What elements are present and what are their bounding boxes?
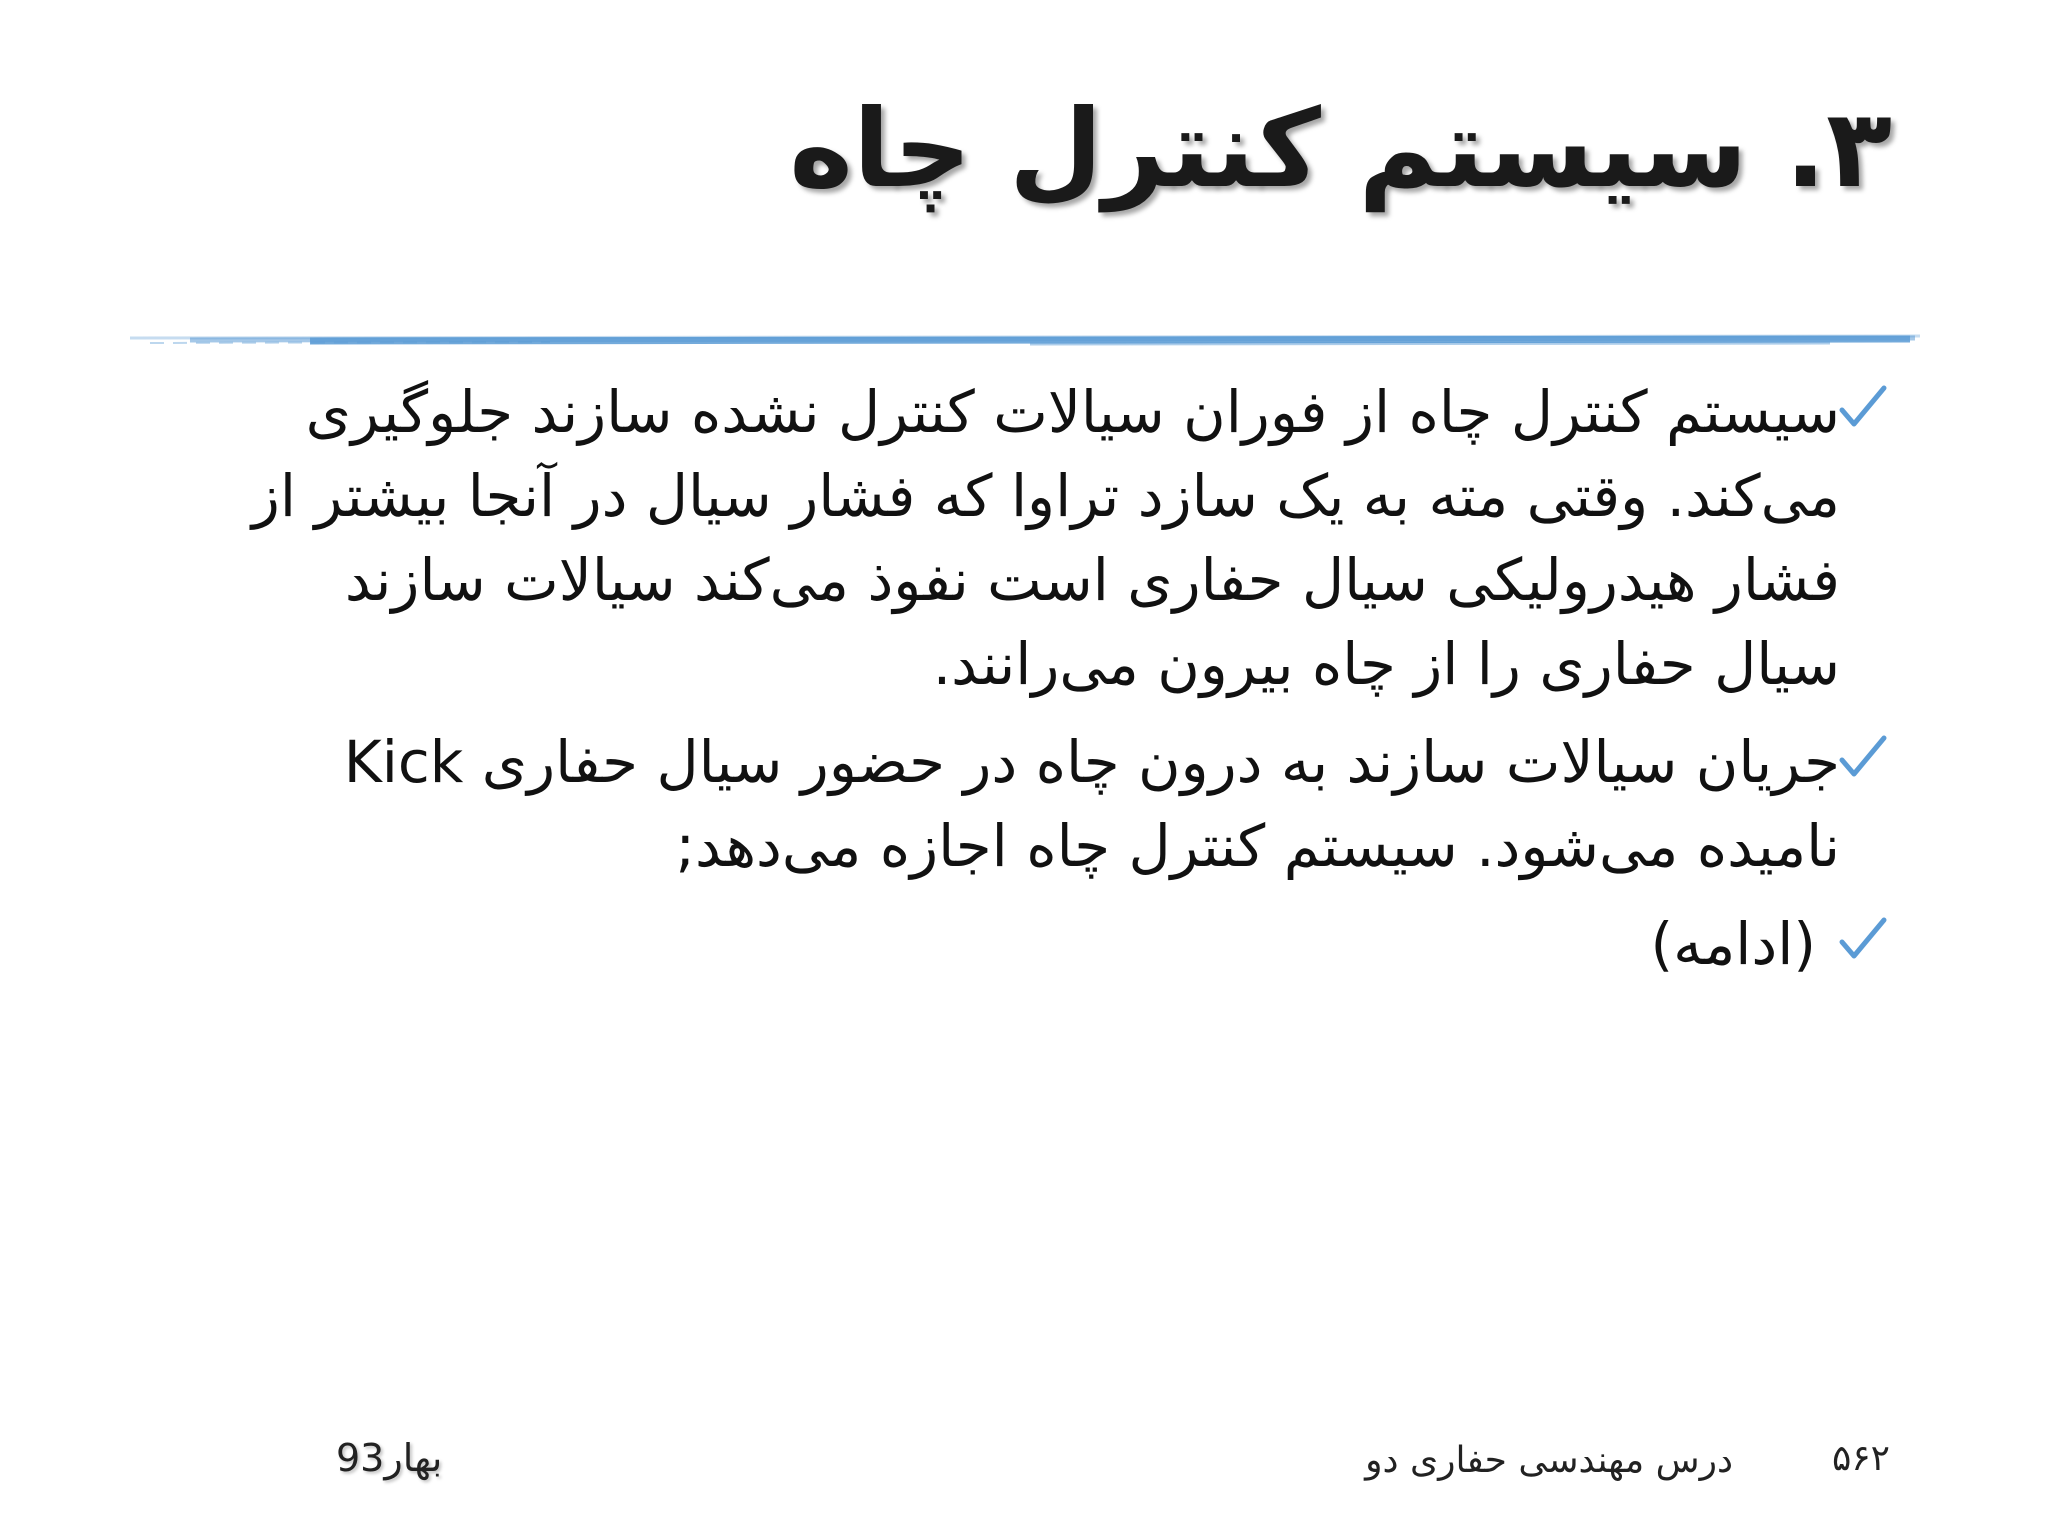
title-divider [130,330,1920,350]
page-number: ۵۶۲ [1831,1438,1890,1479]
course-name: درس مهندسی حفاری دو [1365,1440,1733,1481]
bullet-text: سیستم کنترل چاه از فوران سیالات کنترل نشده سازند جلوگیری می‌کند. وقتی مته به یک سازد تراوا که فشار سیال در آنجا بیشتر از فشار هیدرولیکی سیال حفاری است نفوذ می‌کند سیالات سازند سیال حفاری را از چاه بیرون می‌رانند. [251,378,1840,698]
bullet-item [170,720,1890,888]
checkmark-icon [1836,730,1890,784]
bullet-list [170,370,1890,1000]
checkmark-icon [1836,380,1890,434]
term-label: بهار93 [336,1436,443,1480]
bullet-text: جریان سیالات سازند به درون چاه در حضور سیال حفاری Kick نامیده می‌شود. سیستم کنترل چاه اجازه می‌دهد; [343,728,1840,880]
slide-title: ۳. سیستم کنترل چاه [789,87,1892,212]
checkmark-icon [1836,912,1890,966]
bullet-text: (ادامه) [1650,910,1816,978]
bullet-item [170,370,1890,706]
bullet-item [170,902,1890,986]
